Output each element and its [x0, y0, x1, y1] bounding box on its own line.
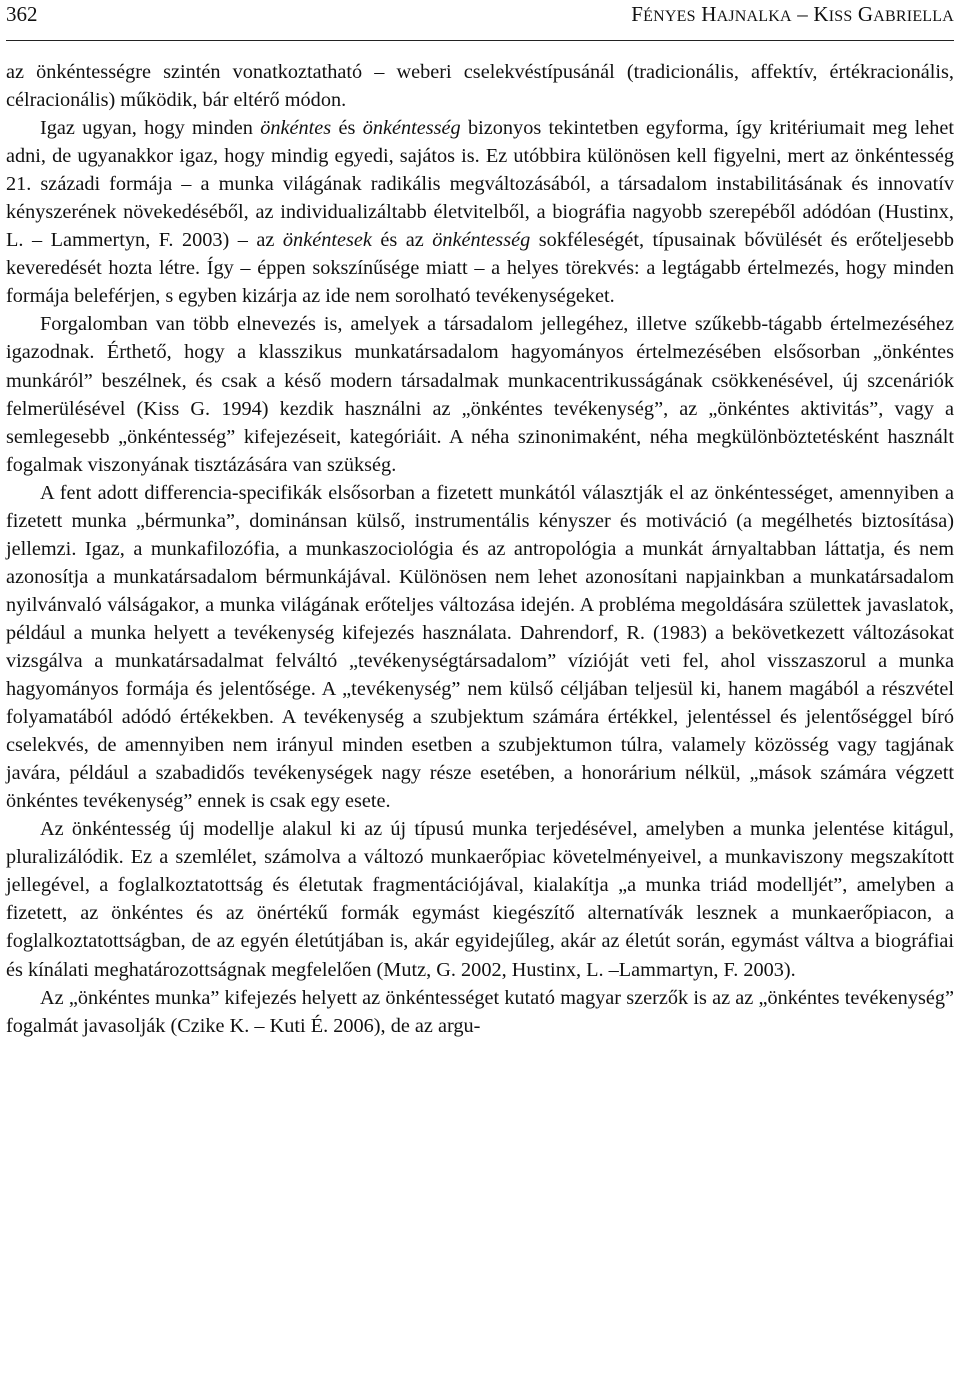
- text-run: sokféleségét, típusainak bővülését és erőteljesebb keveredését hozta létre. Így – éppen sokszínűsége miatt – a helyes törekvés: a legtágabb értelmezés, hogy minden formája beleférjen, s egyben kizárja az ide nem sorolható tevékenységeket.: [6, 229, 954, 308]
- page-header: [6, 0, 954, 41]
- author1-first-rest: ÉNYES: [643, 8, 696, 25]
- page-number: 362: [6, 2, 38, 26]
- text-run: és: [331, 117, 363, 140]
- italic-term: önkéntesek: [282, 229, 372, 252]
- text-run: A fent adott differencia-specifikák elsősorban a fizetett munkától választják el az önkéntességet, amennyiben a fizetett munka „bérmunka”, dominánsan külső, instrumentális kényszer és motiváció (a megélhetés biztosítása) jellemzi. Igaz, a munkafilozófia, a munkaszociológia és az antropológia a munkát árnyaltabban láttatja, és nem azonosítja a munkatársadalom bérmunkájával. Különösen nem lehet azonosítani napjainkban a munkatársadalom nyilvánvaló válságakor, a munka világának erőteljes változása idején. A probléma megoldására születtek javaslatok, például a munka helyett a tevékenység kifejezés használata. Dahrendorf, R. (1983) a bekövetkezett változásokat vizsgálva a munkatársadalmat felváltó „tevékenységtársadalom” vízióját veti fel, ahol visszaszorul a munka hagyományos formája és jelentősége. A „tevékenység” nem külső céljában teljesül ki, hanem magából a részvétel folyamatából adódó értékekben. A tevékenység a szubjektum számára értékkel, jelentéssel és jelentőséggel bíró cselekvés, de amennyiben nem irányul minden esetben a szubjektumon túlra, valamely közösség vagy tagjának javára, például a szabadidős tevékenységek nagy része esetében, a honorárium nélkül, „mások számára végzett önkéntes tevékenység” ennek is csak egy esete.: [6, 481, 954, 813]
- text-run: az önkéntességre szintén vonatkoztatható – weberi cselekvéstípusánál (tradicionális, affektív, értékracionális, célracionális) működik, bár eltérő módon.: [6, 61, 954, 112]
- italic-term: önkéntesség: [432, 229, 531, 252]
- text-run: Az önkéntesség új modellje alakul ki az új típusú munka terjedésével, amelyben a munka jelentése kitágul, pluralizálódik. Ez a szemlélet, számolva a változó munkaerőpiac követelményeivel, a munkaviszony megszakított jellegével, a foglalkoztatottság és életutak fragmentációjával, kialakítja „a munka triád modelljét”, amelyben a fizetett, az önkéntes és az önértékű formák egymást kiegészítő alternatívák lesznek a munkaerőpiacon, a foglalkoztatottságban, de az egyén életútjában is, akár egyidejűleg, akár az életút során, egymást váltva a biográfiai és kínálati meghatározottságnak megfelelően (Mutz, G. 2002, Hustinx, L. –Lammartyn, F. 2003).: [6, 818, 954, 981]
- italic-term: önkéntesség: [362, 117, 461, 140]
- author2-last-rest: ABRIELLA: [873, 8, 954, 25]
- author-separator: –: [791, 2, 814, 26]
- paragraph: [6, 310, 954, 478]
- paragraph: [6, 114, 954, 310]
- author1-last-initial: H: [701, 2, 717, 26]
- text-run: Forgalomban van több elnevezés is, amelyek a társadalom jellegéhez, illetve szűkebb-tágabb értelmezéséhez igazodnak. Érthető, hogy a klasszikus munkatársadalom hagyományos értelmezésében elsősorban „önkéntes munkáról” beszélnek, és csak a késő modern társadalmak munkacentrikusságának csökkenésével, új szcenáriók felmerülésével (Kiss G. 1994) kezdik használni az „önkéntes tevékenység”, az „önkéntes aktivitás”, vagy a semlegesebb „önkéntesség” kifejezéseit, kategóriáit. A néha szinonimaként, néha megkülönböztetésként használt fogalmak viszonyának tisztázására van szükség.: [6, 313, 954, 476]
- paragraph: [6, 815, 954, 983]
- author1-last-rest: AJNALKA: [716, 8, 792, 25]
- body-text: [6, 58, 954, 1040]
- paragraph: [6, 58, 954, 114]
- text-run: Az „önkéntes munka” kifejezés helyett az önkéntességet kutató magyar szerzők is az az „önkéntes tevékenység” fogalmát javasolják (Czike K. – Kuti É. 2006), de az argu-: [6, 986, 954, 1037]
- text-run: és az: [371, 229, 433, 252]
- text-run: bizonyos tekintetben egyforma, így kritériumait meg lehet adni, de ugyanakkor igaz, hogy mindig egyedi, sajátos is. Ez utóbbira különösen kell figyelni, mert az önkéntesség 21. századi formája – a munka világának radikális megváltozásából, a társadalom instabilitásának és innovatív kényszerének növekedéséből, az individualizáltabb életvitelből, a biográfia nagyobb szerepéből adódóan (Hustinx, L. – Lammertyn, F. 2003) – az: [6, 117, 954, 252]
- italic-term: önkéntes: [260, 117, 332, 140]
- author2-first-rest: ISS: [828, 8, 853, 25]
- author2-last-initial: G: [857, 2, 874, 26]
- author1-first-initial: F: [631, 2, 644, 26]
- paragraph: [6, 984, 954, 1040]
- paragraph: [6, 479, 954, 816]
- text-run: Igaz ugyan, hogy minden: [40, 117, 261, 140]
- document-page: [6, 0, 954, 1040]
- author2-first-initial: K: [813, 2, 829, 26]
- running-head-authors: [631, 2, 954, 27]
